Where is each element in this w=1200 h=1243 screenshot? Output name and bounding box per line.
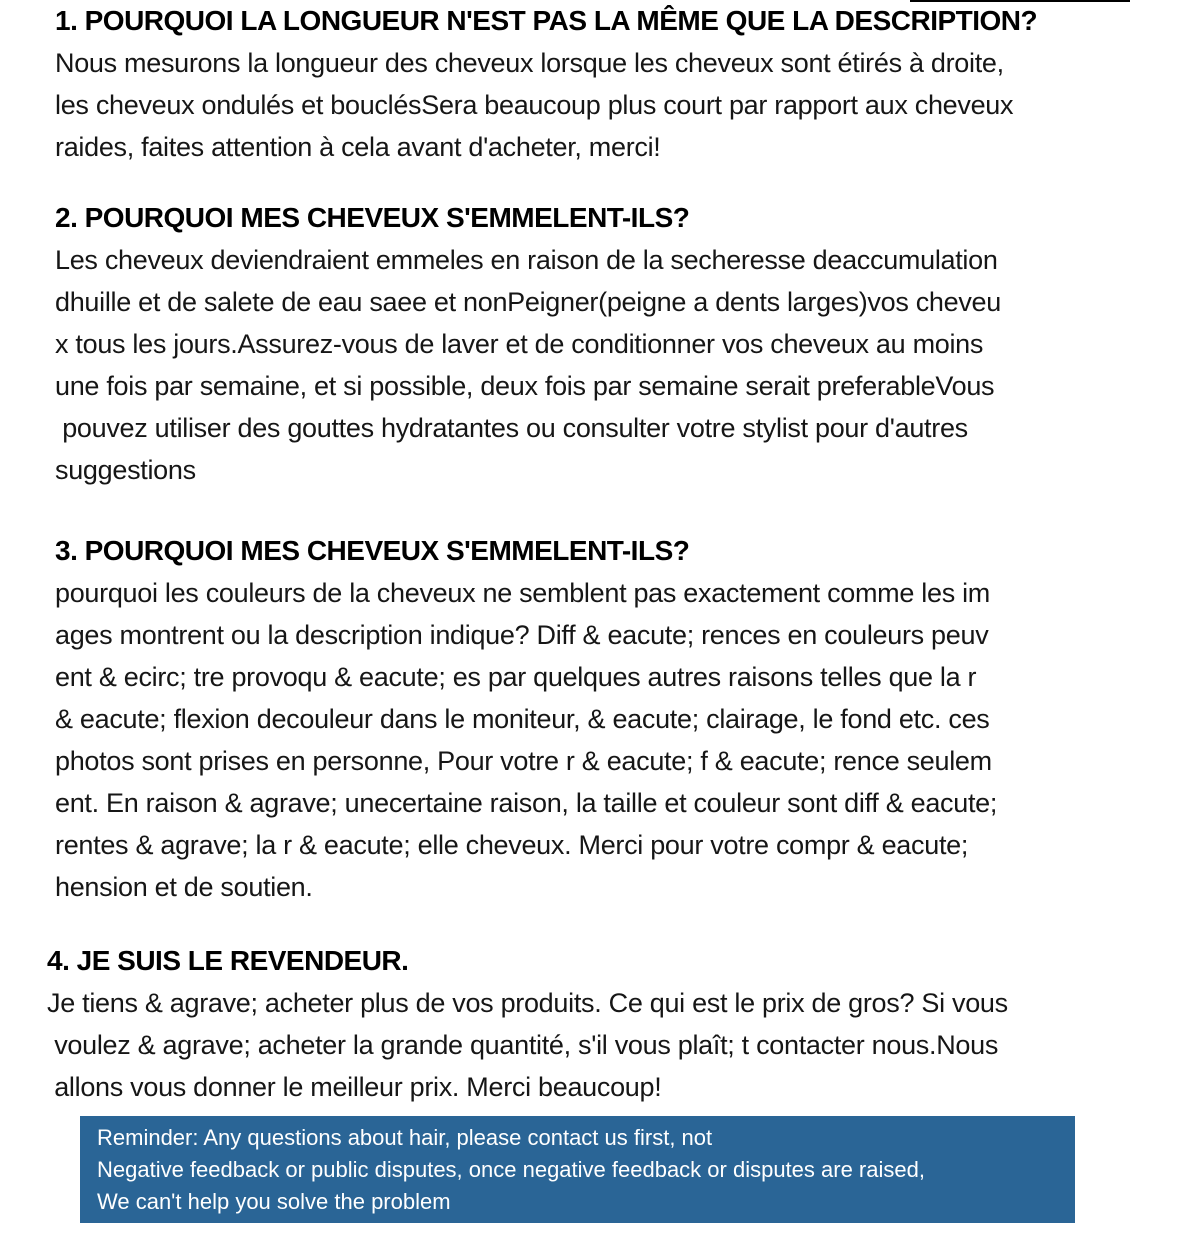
faq-text-line: raides, faites attention à cela avant d'acheter, merci! <box>55 132 661 162</box>
faq-text-line: pourquoi les couleurs de la cheveux ne semblent pas exactement comme les im <box>55 578 990 608</box>
reminder-text-line: Reminder: Any questions about hair, please contact us first, not <box>97 1125 713 1150</box>
faq-section-length <box>55 0 1180 168</box>
faq-section-color <box>55 530 1180 908</box>
faq-text-line: allons vous donner le meilleur prix. Merci beaucoup! <box>47 1072 662 1102</box>
faq-text-line: x tous les jours.Assurez-vous de laver et de conditionner vos cheveux au moins <box>55 329 984 359</box>
faq-text-line: dhuille et de salete de eau saee et nonPeigner(peigne a dents larges)vos cheveu <box>55 287 1001 317</box>
reminder-banner <box>80 1116 1075 1223</box>
faq-text-line: les cheveux ondulés et bouclésSera beaucoup plus court par rapport aux cheveux <box>55 90 1014 120</box>
faq-text-line: une fois par semaine, et si possible, deux fois par semaine serait preferableVous <box>55 371 995 401</box>
faq-text-line: ent & ecirc; tre provoqu & eacute; es par quelques autres raisons telles que la r <box>55 662 977 692</box>
faq-text-line: Je tiens & agrave; acheter plus de vos produits. Ce qui est le prix de gros? Si vous <box>47 988 1008 1018</box>
faq-text-line: rentes & agrave; la r & eacute; elle cheveux. Merci pour votre compr & eacute; <box>55 830 969 860</box>
faq-section-heading: 2. POURQUOI MES CHEVEUX S'EMMELENT-ILS? <box>55 202 690 233</box>
cropped-image-edge <box>910 0 1130 2</box>
faq-text-line: pouvez utiliser des gouttes hydratantes ou consulter votre stylist pour d'autres <box>55 413 968 443</box>
reminder-text-line: We can't help you solve the problem <box>97 1189 451 1214</box>
faq-text-line: photos sont prises en personne, Pour votre r & eacute; f & eacute; rence seulem <box>55 746 992 776</box>
faq-text-line: Les cheveux deviendraient emmeles en raison de la secheresse deaccumulation <box>55 245 998 275</box>
faq-text-line: voulez & agrave; acheter la grande quantité, s'il vous plaît; t contacter nous.Nous <box>47 1030 999 1060</box>
faq-text-line: Nous mesurons la longueur des cheveux lorsque les cheveux sont étirés à droite, <box>55 48 1004 78</box>
faq-text-line: hension et de soutien. <box>55 872 313 902</box>
faq-text-line: suggestions <box>55 455 196 485</box>
faq-section-heading: 3. POURQUOI MES CHEVEUX S'EMMELENT-ILS? <box>55 535 690 566</box>
faq-section-heading: 4. JE SUIS LE REVENDEUR. <box>47 945 409 976</box>
faq-text-line: ent. En raison & agrave; unecertaine raison, la taille et couleur sont diff & eacute; <box>55 788 998 818</box>
reminder-text-line: Negative feedback or public disputes, once negative feedback or disputes are raised, <box>97 1157 925 1182</box>
faq-section-heading: 1. POURQUOI LA LONGUEUR N'EST PAS LA MÊME QUE LA DESCRIPTION? <box>55 5 1038 36</box>
faq-section-reseller <box>47 940 1180 1108</box>
faq-section-tangling <box>55 197 1180 491</box>
faq-text-line: & eacute; flexion decouleur dans le moniteur, & eacute; clairage, le fond etc. ces <box>55 704 990 734</box>
faq-text-line: ages montrent ou la description indique? Diff & eacute; rences en couleurs peuv <box>55 620 989 650</box>
